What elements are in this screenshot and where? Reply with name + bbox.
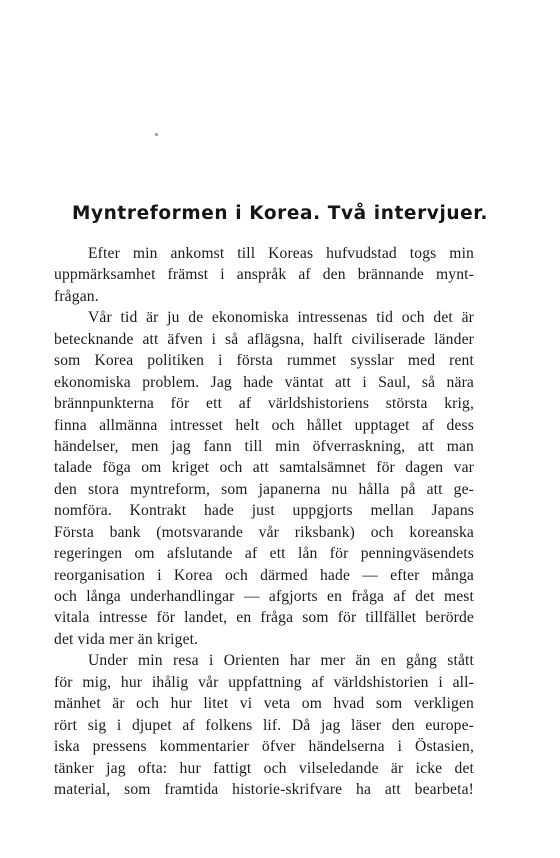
text-line: tänker jag ofta: hur fattigt och vilseledande är icke det <box>54 759 474 777</box>
text-line: Vår tid är ju de ekonomiska intressenas tid och det är <box>88 309 474 327</box>
text-line: regeringen om afslutande af ett lån för penningväsendets <box>54 545 474 563</box>
text-line: talade föga om kriget och att samtalsämnet för dagen var <box>54 459 474 477</box>
chapter-title: Myntreformen i Korea. Två intervjuer. <box>71 203 489 224</box>
text-line: rört sig i djupet af folkens lif. Då jag läser den europe- <box>54 716 474 734</box>
text-line: uppmärksamhet främst i anspråk af den brännande mynt- <box>54 266 474 284</box>
text-line: brännpunkterna för ett af världshistoriens största krig, <box>54 395 474 413</box>
text-line: betecknande att äfven i så aflägsna, halft civiliserade länder <box>54 330 474 348</box>
text-line: händelser, men jag fann till min öfverraskning, att man <box>54 437 474 455</box>
text-line: finna allmänna intresset helt och hållet upptaget af dess <box>54 416 474 434</box>
text-line: reorganisation i Korea och därmed hade — efter många <box>54 566 474 584</box>
text-line: ekonomiska problem. Jag hade väntat att i Saul, så nära <box>54 373 474 391</box>
text-line: frågan. <box>54 287 99 305</box>
paragraph <box>54 307 474 650</box>
text-line: och långa underhandlingar — afgjorts en fråga af det mest <box>54 588 474 605</box>
body-text <box>54 243 474 800</box>
text-line: vitala intresse för landet, en fråga som för tillfället berörde <box>54 609 474 627</box>
text-line: Första bank (motsvarande vår riksbank) och koreanska <box>54 523 474 541</box>
text-line: material, som framtida historie-skrifvare ha att bearbeta! <box>54 780 474 798</box>
text-line: det vida mer än kriget. <box>54 630 199 648</box>
paper-speck <box>155 133 158 136</box>
text-line: Under min resa i Orienten har mer än en gång stått <box>88 652 474 670</box>
text-line: den stora myntreform, som japanerna nu hålla på att ge- <box>54 480 474 498</box>
paragraph <box>54 650 474 800</box>
text-line: mänhet är och hur litet vi veta om hvad som verkligen <box>54 695 474 713</box>
text-line: som Korea politiken i första rummet sysslar med rent <box>54 352 474 370</box>
text-line: iska pressens kommentarier öfver händelserna i Östasien, <box>54 738 474 756</box>
text-line: Efter min ankomst till Koreas hufvudstad togs min <box>88 245 474 262</box>
paragraph <box>54 243 474 307</box>
text-line: för mig, hur ihålig vår uppfattning af världshistorien i all- <box>54 673 474 691</box>
text-line: nomföra. Kontrakt hade just uppgjorts mellan Japans <box>54 502 474 520</box>
